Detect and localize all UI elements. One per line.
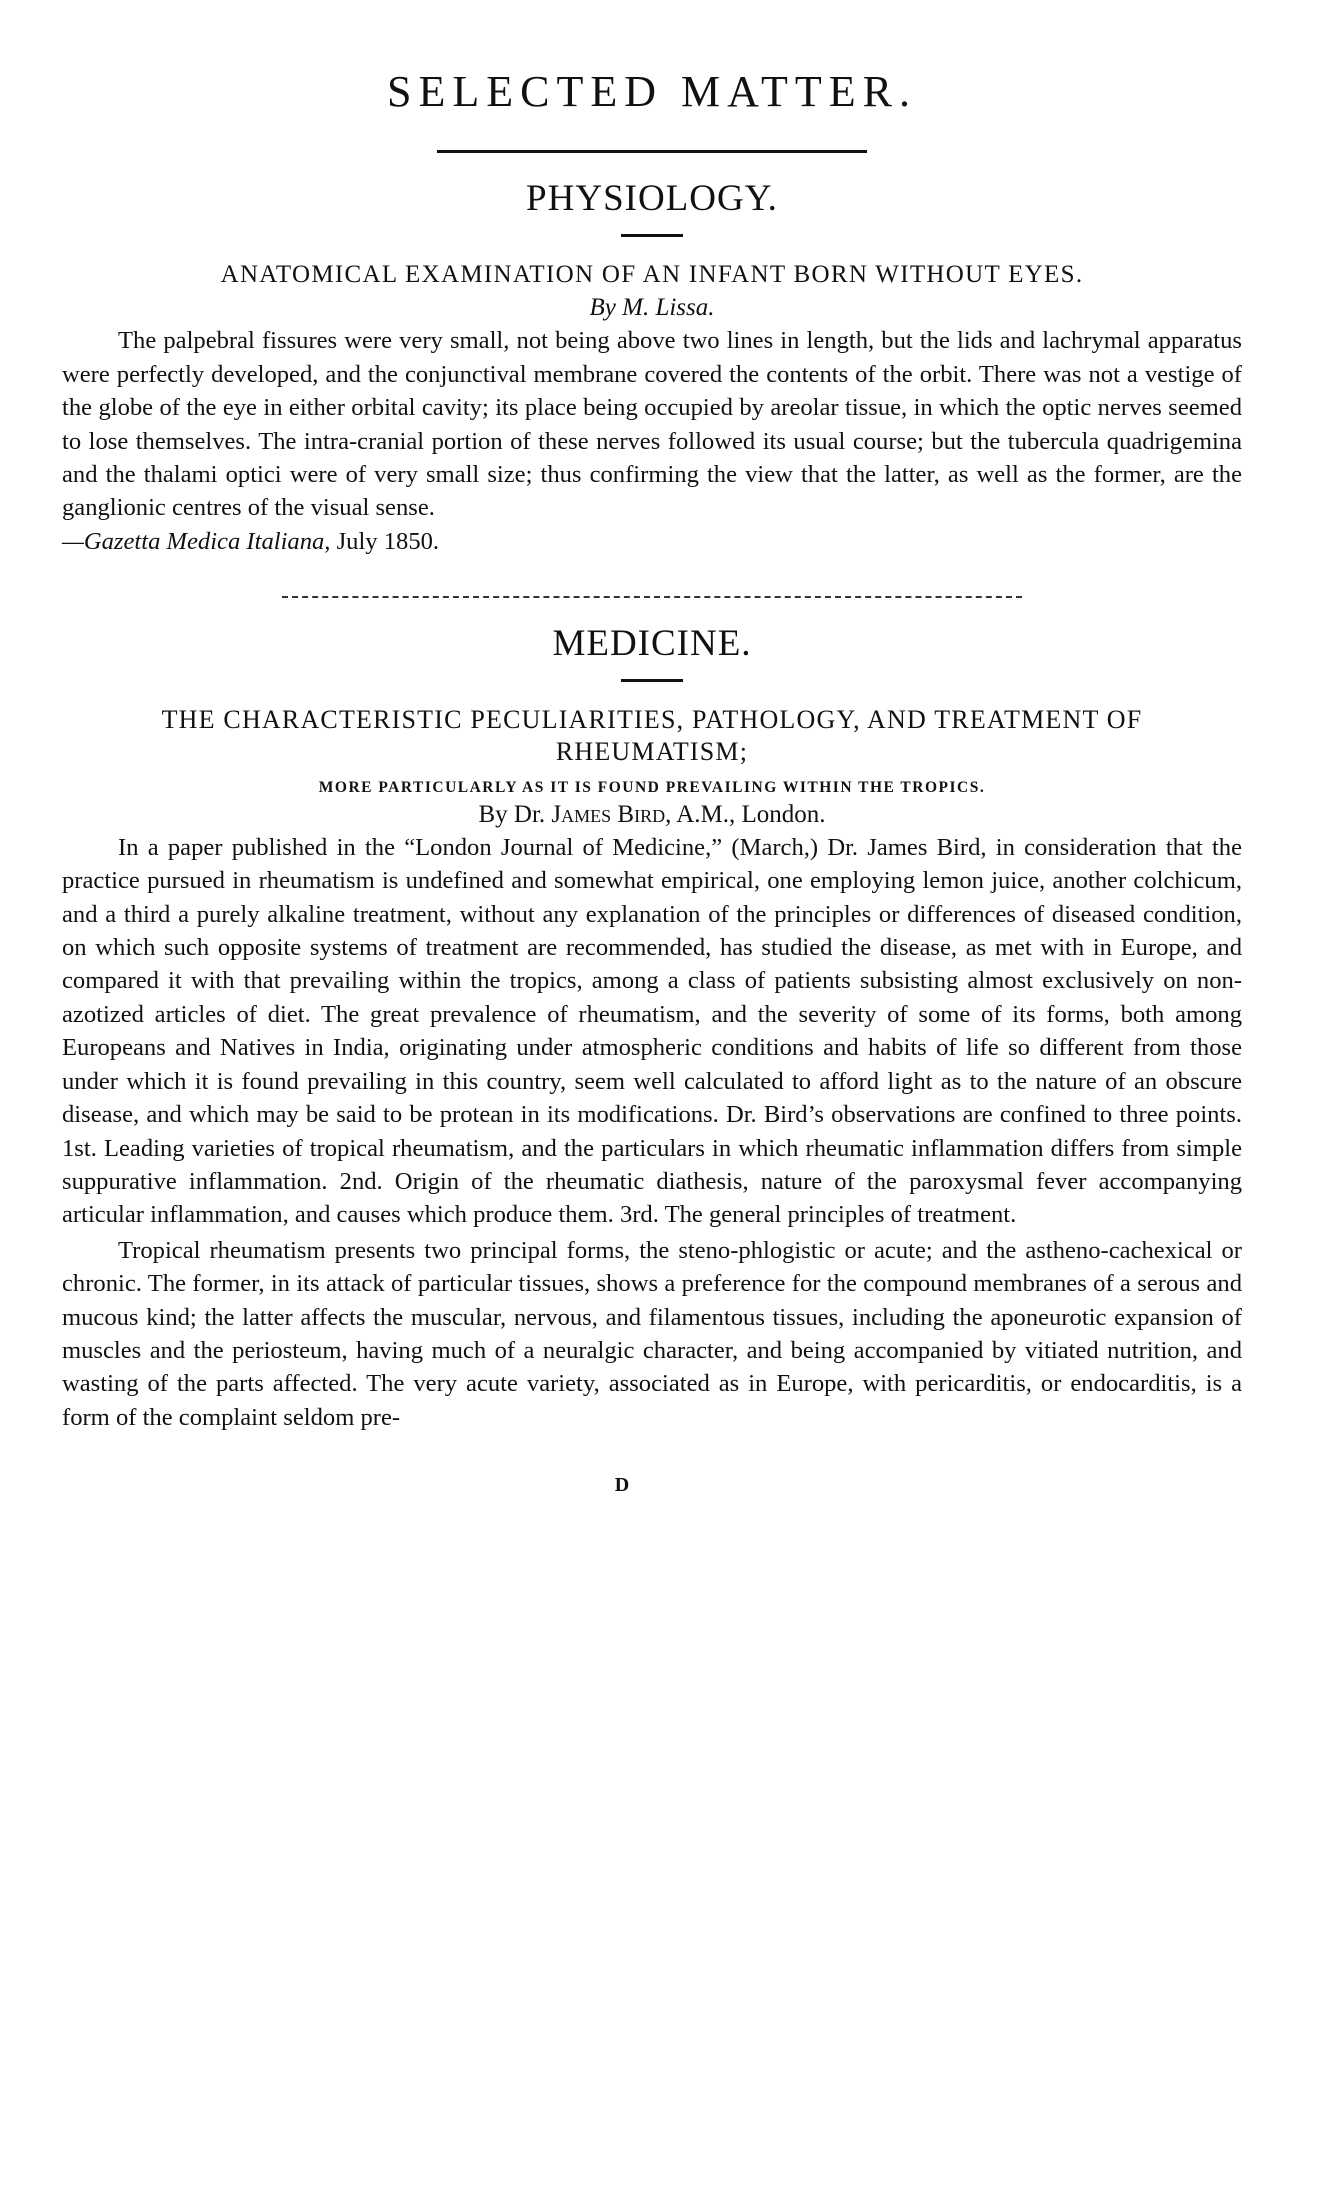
citation-date: July 1850. bbox=[330, 527, 440, 555]
byline-suffix: , A.M., London. bbox=[665, 800, 826, 828]
byline-prefix: By Dr. bbox=[478, 800, 552, 828]
page-signature: D bbox=[614, 1474, 630, 1497]
article-title: THE CHARACTERISTIC PECULIARITIES, PATHOLOGY, AND TREATMENT OF RHEUMATISM; bbox=[161, 704, 1143, 767]
article-paragraph bbox=[62, 324, 1242, 558]
section-physiology bbox=[62, 179, 1242, 558]
section-divider bbox=[282, 596, 1022, 598]
document-page bbox=[62, 68, 1242, 1497]
section-title: MEDICINE. bbox=[552, 623, 752, 665]
section-medicine bbox=[62, 624, 1242, 1434]
paragraph-text: The palpebral fissures were very small, not being above two lines in length, but the lids and lachrymal apparatus were perfectly developed, and the conjunctival membrane covered the contents of the orbit. There was not a vestige of the globe of the eye in either orbital cavity; its place being occupied by areolar tissue, in which the optic nerves seemed to lose themselves. The intra-cranial portion of these nerves followed its usual course; but the tubercula quadrigemina and the thalami optici were of very small size; thus confirming the view that the latter, as well as the former, are the ganglionic centres of the visual sense. bbox=[62, 327, 1242, 522]
byline-name: James Bird bbox=[551, 800, 666, 828]
article-byline bbox=[62, 801, 1242, 829]
citation-source: —Gazetta Medica Italiana, bbox=[62, 527, 331, 555]
header-rule bbox=[437, 150, 867, 153]
article-title: ANATOMICAL EXAMINATION OF AN INFANT BORN WITHOUT EYES. bbox=[220, 261, 1084, 289]
section-title: PHYSIOLOGY. bbox=[526, 178, 778, 220]
article-paragraph: In a paper published in the “London Journal of Medicine,” (March,) Dr. James Bird, in consideration that the practice pursued in rheumatism is undefined and somewhat empirical, one employing lemon juice, another colchicum, and a third a purely alkaline treatment, without any explanation of the principles or differences of diseased condition, on which such opposite systems of treatment are recommended, has studied the disease, as met with in Europe, and compared it with that prevailing within the tropics, among a class of patients subsisting almost exclusively on non-azotized articles of diet. The great prevalence of rheumatism, and the severity of some of its forms, both among Europeans and Natives in India, originating under atmospheric conditions and habits of life so different from those under which it is found prevailing in this country, seem well calculated to afford light as to the nature of an obscure disease, and which may be said to be protean in its modifications. Dr. Bird’s observations are confined to three points. 1st. Leading varieties of tropical rheumatism, and the particulars in which rheumatic inflammation differs from simple suppurative inflammation. 2nd. Origin of the rheumatic diathesis, nature of the paroxysmal fever accompanying articular inflammation, and causes which produce them. 3rd. The general principles of treatment. bbox=[62, 833, 1242, 1229]
section-rule bbox=[621, 679, 683, 682]
running-head: SELECTED MATTER. bbox=[387, 67, 917, 116]
article-paragraph: Tropical rheumatism presents two principal forms, the steno-phlogistic or acute; and the astheno-cachexical or chronic. The former, in its attack of particular tissues, shows a preference for the compound membranes of a serous and mucous kind; the latter affects the muscular, nervous, and filamentous tissues, including the aponeurotic expansion of muscles and the periosteum, having much of a neuralgic character, and being accompanied by vitiated nutrition, and wasting of the parts affected. The very acute variety, associated as in Europe, with pericarditis, or endocarditis, is a form of the complaint seldom pre- bbox=[62, 1236, 1242, 1431]
article-byline: By M. Lissa. bbox=[589, 294, 715, 322]
article-subtitle: MORE PARTICULARLY AS IT IS FOUND PREVAILING WITHIN THE TROPICS. bbox=[318, 778, 986, 796]
section-rule bbox=[621, 234, 683, 237]
